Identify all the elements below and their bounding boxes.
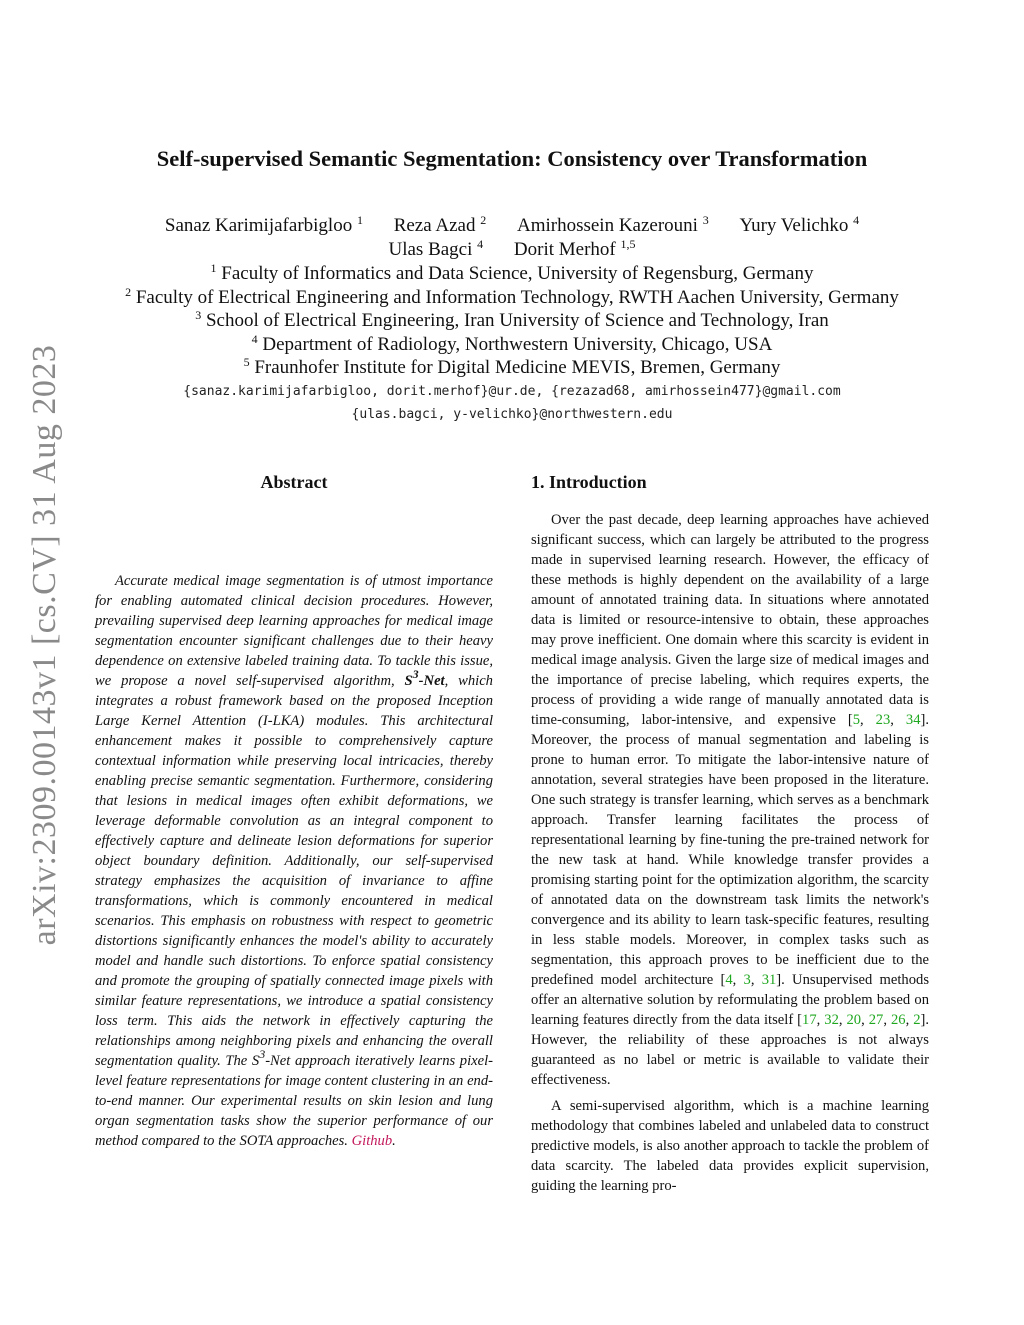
citation-link[interactable]: 27 (868, 1012, 884, 1028)
citation-link[interactable]: 34 (905, 712, 921, 728)
paragraph: Over the past decade, deep learning approaches have achieved significant success, which can largely be attributed to the progress made in supervised learning research. However, the efficacy of these methods is highly dependent on the availability of a large amount of annotated training data. In situations where annotated data is limited or resource-intensive to obtain, these approaches may prove inefficient. One domain where this scarcity is evident in medical image analysis. Given the large size of medical images and the importance of precise labeling, which requires experts, the process of providing a wide range of manually annotated data is time-consuming, labor-intensive, and expensive [5, 23, 34]. Moreover, the process of manual segmentation and labeling is prone to human error. To mitigate the labor-intensive nature of annotation, several strategies have been proposed in the literature. One such strategy is transfer learning, which serves as a benchmark approach. Transfer learning facilitates the process of representational learning by fine-tuning the pre-trained network for the new task at hand. While knowledge transfer provides a promising starting point for the optimization algorithm, the scarcity of annotated data on the downstream task limits the network's convergence and its ability to learn task-specific features, resulting in less stable models. Moreover, in complex tasks such as segmentation, this approach proves to be inefficient due to the predefined model architecture [4, 3, 31]. Unsupervised methods offer an alternative solution by reformulating the problem based on learning features directly from the data itself [17, 32, 20, 27, 26, 2]. However, the reliability of these approaches is not always guaranteed as no label or metric is available to validate their effectiveness. (531, 512, 930, 1088)
author-line-2 (0, 239, 1024, 261)
author: Reza Azad $^2$ (393, 213, 487, 236)
citation-link[interactable]: 32 (824, 1012, 839, 1028)
email-line: {sanaz.karimijafarbigloo, dorit.merhof}@ur.de, {rezazad68, amirhossein477}@gmail.com (183, 384, 841, 399)
citation-link[interactable]: 20 (846, 1012, 862, 1028)
paragraph: A semi-supervised algorithm, which is a machine learning methodology that combines labeled and unlabeled data to construct predictive models, is also another approach to tackle the problem of data scarcity. The labeled data provides explicit supervision, guiding the learning pro- (531, 1098, 929, 1194)
citation-link[interactable]: 5 (852, 712, 860, 728)
introduction-body (531, 510, 929, 1196)
author: Dorit Merhof $^{1,5}$ (513, 237, 636, 260)
paper-title: Self-supervised Semantic Segmentation: Consistency over Transformation (156, 146, 868, 171)
arxiv-identifier: arXiv:2309.00143v1 [cs.CV] 31 Aug 2023 (26, 344, 63, 946)
citation-link[interactable]: 31 (761, 972, 777, 988)
abstract-heading: Abstract (260, 472, 328, 492)
arxiv-sidebar (20, 345, 70, 945)
affiliation: $^4$ Department of Radiology, Northwestern University, Chicago, USA (251, 332, 773, 355)
abstract-body: Accurate medical image segmentation is of utmost importance for enabling automated clinical decision procedures. However, prevailing supervised deep learning approaches for medical image segmentation encounter significant challenges due to their heavy dependence on extensive labeled training data. To tackle this issue, we propose a novel self-supervised algorithm, $S^3$-Net, which integrates a robust framework based on the proposed Inception Large Kernel Attention (I-LKA) modules. This architectural enhancement makes it possible to comprehensively capture contextual information while preserving local intricacies, thereby enabling precise semantic segmentation. Furthermore, considering that lesions in medical images often exhibit deformations, we leverage deformable convolution as an integral component to effectively capture and delineate lesion deformations for superior object boundary definition. Additionally, our self-supervised strategy emphasizes the acquisition of invariance to affine transformations, which is commonly encountered in medical scenarios. This emphasis on robustness with respect to geometric distortions significantly enhances the model's ability to accurately model and handle such distortions. To enforce spatial consistency and promote the grouping of spatially connected image pixels with similar feature representations, we introduce a spatial consistency loss term. This aids the network in effectively capturing the relationships among neighboring pixels and enhancing the overall segmentation quality. The $S^3$-Net approach iteratively learns pixel-level feature representations for image content clustering in an end-to-end manner. Our experimental results on skin lesion and lung organ segmentation tasks show the superior performance of our method compared to the SOTA approaches. Github. (95, 573, 493, 1149)
citation-link[interactable]: 23 (875, 712, 891, 728)
author: Yury Velichko $^4$ (739, 213, 860, 236)
author: Amirhossein Kazerouni $^3$ (516, 213, 709, 236)
author: Sanaz Karimijafarbigloo $^1$ (164, 213, 363, 236)
citation-link[interactable]: 26 (890, 1012, 906, 1028)
affiliation: $^5$ Fraunhofer Institute for Digital Medicine MEVIS, Bremen, Germany (243, 355, 781, 378)
affiliation: $^2$ Faculty of Electrical Engineering and Information Technology, RWTH Aachen University, Germany (125, 285, 899, 308)
affiliation: $^1$ Faculty of Informatics and Data Science, University of Regensburg, Germany (210, 261, 814, 284)
affiliation: $^3$ School of Electrical Engineering, Iran University of Science and Technology, Iran (195, 308, 829, 331)
author-line-1 (0, 215, 1024, 237)
citation-link[interactable]: 3 (743, 972, 751, 988)
introduction-heading: 1. Introduction (531, 472, 647, 492)
author: Ulas Bagci $^4$ (388, 237, 484, 260)
email-line: {ulas.bagci, y-velichko}@northwestern.edu (351, 407, 673, 422)
citation-link[interactable]: 4 (725, 972, 733, 988)
github-link[interactable]: Github (351, 1133, 393, 1149)
citation-link[interactable]: 2 (913, 1012, 921, 1028)
citation-link[interactable]: 17 (802, 1012, 817, 1028)
